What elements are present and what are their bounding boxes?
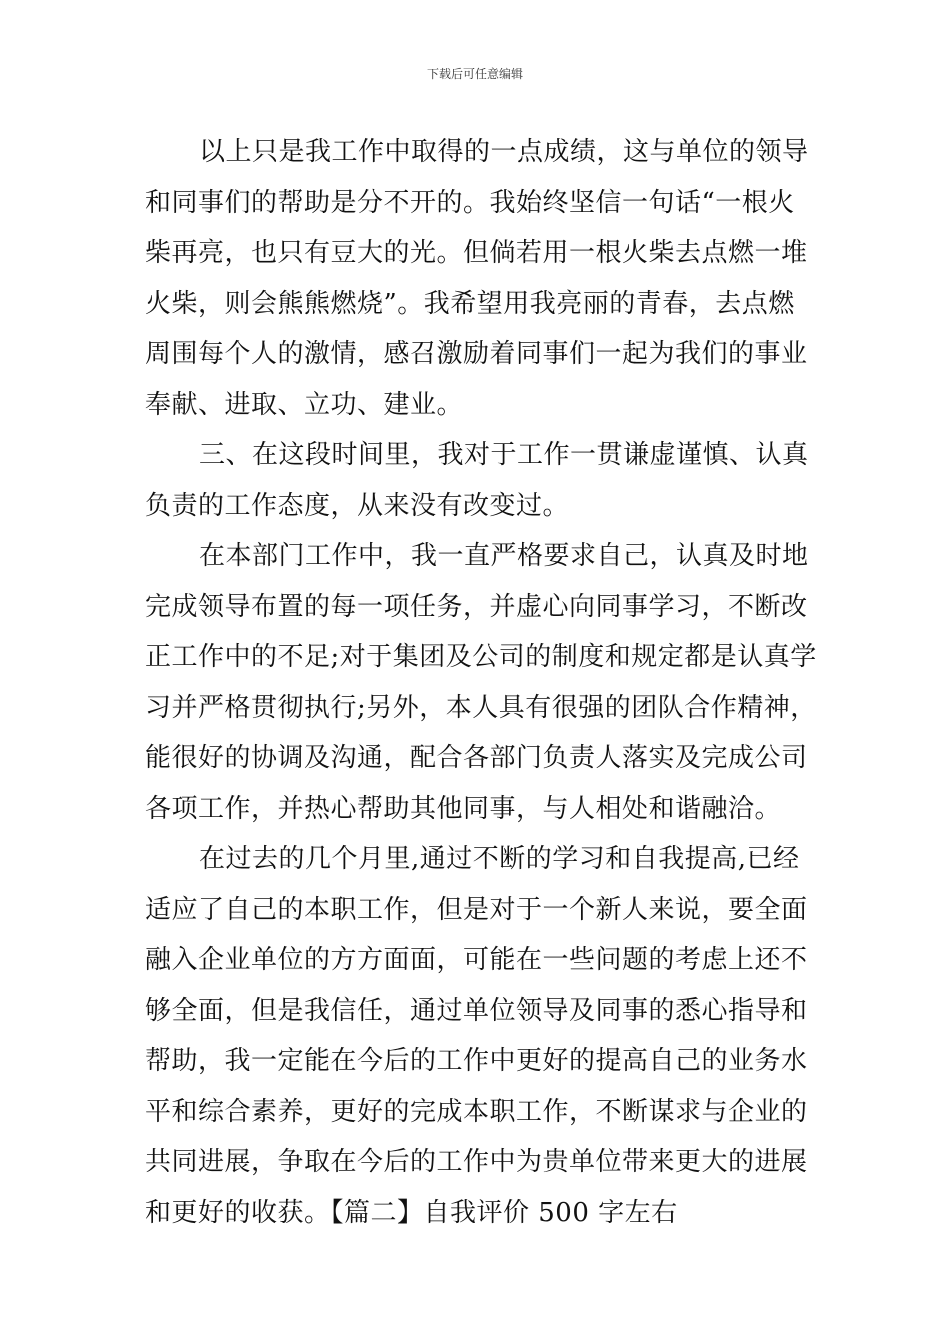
text-line-7: 三、在这段时间里，我对于工作一贯谦虚谨慎、认真 — [199, 440, 809, 470]
text-line-17: 融入企业单位的方方面面，可能在一些问题的考虑上还不 — [145, 945, 808, 975]
text-line-9: 在本部门工作中，我一直严格要求自己，认真及时地 — [199, 541, 809, 571]
text-line-5: 周围每个人的激情，感召激励着同事们一起为我们的事业 — [145, 339, 808, 369]
text-line-3: 柴再亮，也只有豆大的光。但倘若用一根火柴去点燃一堆 — [145, 238, 808, 268]
text-line-20: 平和综合素养，更好的完成本职工作，不断谋求与企业的 — [145, 1096, 808, 1127]
text-line-2: 和同事们的帮助是分不开的。我始终坚信一句话“一根火 — [145, 187, 795, 218]
text-line-8: 负责的工作态度，从来没有改变过。 — [145, 490, 570, 521]
text-line-10: 完成领导布置的每一项任务，并虚心向同事学习，不断改 — [145, 591, 808, 622]
text-line-21: 共同进展，争取在今后的工作中为贵单位带来更大的进展 — [145, 1147, 808, 1177]
text-line-13: 能很好的协调及沟通，配合各部门负责人落实及完成公司 — [145, 743, 808, 773]
text-line-1: 以上只是我工作中取得的一点成绩，这与单位的领导 — [199, 137, 809, 167]
text-line-18: 够全面，但是我信任，通过单位领导及同事的悉心指导和 — [145, 995, 808, 1026]
text-line-19: 帮助，我一定能在今后的工作中更好的提高自己的业务水 — [145, 1046, 808, 1076]
document-body — [145, 127, 817, 1238]
text-line-15: 在过去的几个月里,通过不断的学习和自我提高,已经 — [199, 844, 800, 874]
page-header-note: 下载后可任意编辑 — [426, 67, 523, 81]
text-line-22: 和更好的收获。【篇二】自我评价 500 字左右 — [145, 1197, 678, 1228]
text-line-11: 正工作中的不足;对于集团及公司的制度和规定都是认真学 — [145, 642, 817, 672]
text-line-12: 习并严格贯彻执行;另外，本人具有很强的团队合作精神， — [145, 692, 817, 723]
text-line-16: 适应了自己的本职工作，但是对于一个新人来说，要全面 — [145, 894, 808, 925]
text-line-6: 奉献、进取、立功、建业。 — [145, 389, 464, 420]
text-line-14: 各项工作，并热心帮助其他同事，与人相处和谐融洽。 — [145, 793, 782, 824]
text-line-4: 火柴，则会熊熊燃烧”。我希望用我亮丽的青春，去点燃 — [145, 288, 795, 319]
